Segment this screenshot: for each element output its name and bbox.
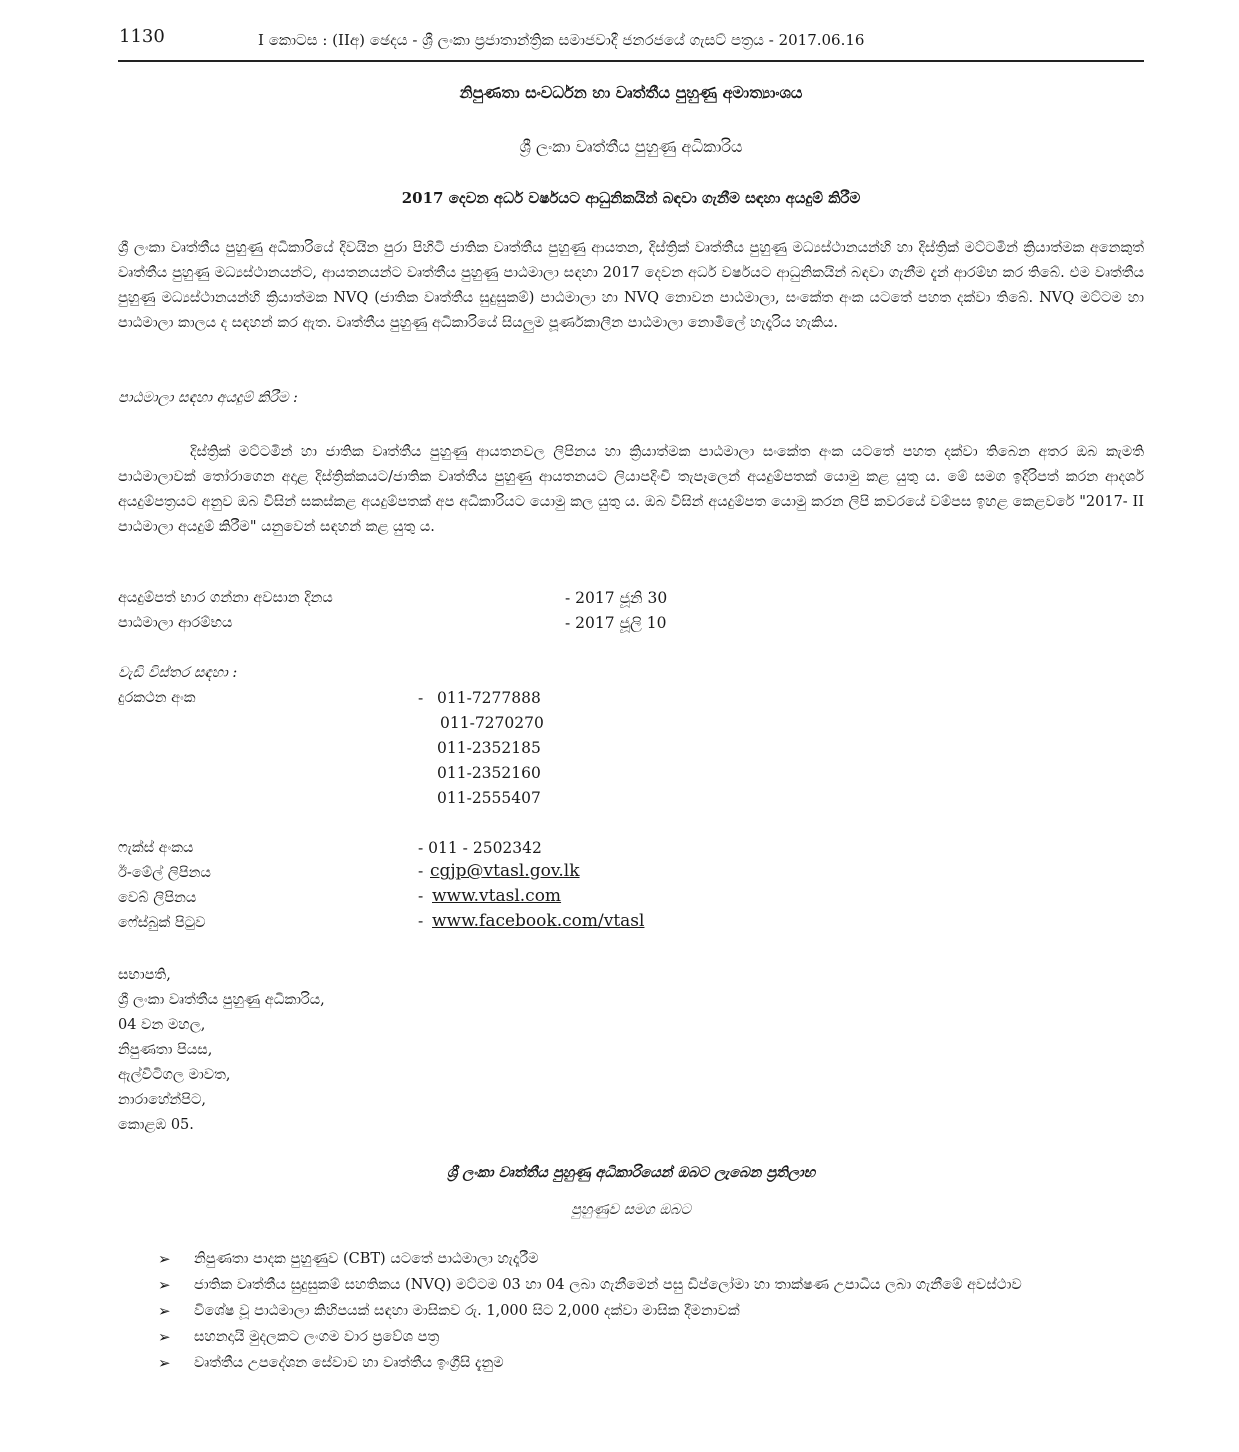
phone-number: 011-7270270	[440, 714, 544, 732]
page-number: 1130	[119, 26, 165, 47]
list-item	[158, 1248, 1144, 1271]
address-line: ශ්‍රී ලංකා වෘත්තීය පුහුණු අධිකාරිය,	[118, 992, 325, 1008]
facebook-label: ෆේස්බුක් පිටුව	[118, 915, 206, 931]
phone-number: 011-7277888	[437, 689, 541, 707]
benefit-text: නිපුණතා පාදක පුහුණුව (CBT) යටතේ පාඨමාලා හැදෑරීම	[194, 1251, 539, 1267]
address-line: නිපුණතා පියස,	[118, 1042, 213, 1058]
course-start-value: - 2017 ජූලි 10	[565, 614, 667, 632]
benefit-text: විශේෂ වූ පාඨමාලා කිහිපයක් සඳහා මාසිකව රු. 1,000 සිට 2,000 දක්වා මාසික දීමනාවක්	[194, 1303, 740, 1319]
arrow-bullet-icon: ➢	[158, 1302, 171, 1320]
email-link[interactable]: cgjp@vtasl.gov.lk	[430, 861, 580, 881]
arrow-bullet-icon: ➢	[158, 1328, 171, 1346]
header-divider	[118, 60, 1144, 62]
phone-number: 011-2352160	[437, 764, 541, 782]
phone-number: 011-2352185	[437, 739, 541, 757]
benefit-text: සහනදායි මුදලකට ලංගම වාර ප්‍රවේශ පත්‍ර	[194, 1329, 440, 1345]
benefits-subtitle: පුහුණුව සමග ඔබට	[571, 1202, 691, 1218]
benefit-text: වෘත්තීය උපදේශන සේවාව හා වෘත්තීය ඉංග්‍රීසි දැනුම	[194, 1355, 504, 1371]
address-line: 04 වන මහල,	[118, 1017, 206, 1033]
facebook-link[interactable]: www.facebook.com/vtasl	[432, 911, 645, 931]
web-label: වෙබ් ලිපිනය	[118, 890, 197, 906]
benefits-list	[158, 1248, 1144, 1378]
list-item	[158, 1326, 1144, 1349]
phone-number: 011-2555407	[437, 789, 541, 807]
closing-date-label: අයදුම්පත් භාර ගන්නා අවසාන දිනය	[118, 590, 333, 606]
email-label: ඊ-මේල් ලිපිනය	[118, 865, 211, 881]
arrow-bullet-icon: ➢	[158, 1250, 171, 1268]
web-dash: -	[418, 887, 424, 905]
address-line: නාරාහේන්පිට,	[118, 1092, 206, 1108]
course-start-label: පාඨමාලා ආරම්භය	[118, 615, 233, 631]
fax-label: ෆැක්ස් අංකය	[118, 840, 194, 856]
benefits-title: ශ්‍රී ලංකා වෘත්තීය පුහුණු අධිකාරියෙන් ඔබට ලැබෙන ප්‍රතිලාභ	[446, 1164, 816, 1181]
list-item	[158, 1274, 1144, 1297]
address-line: ඇල්විටිගල මාවත,	[118, 1067, 231, 1083]
postal-address	[118, 963, 325, 1138]
phone-dash: -	[418, 689, 424, 707]
gazette-header-title: I කොටස : (IIඅ) ඡෙදය - ශ්‍රී ලංකා ප්‍රජාතාන්ත්‍රික සමාජවාදී ජනරජයේ ගැසට් පත්‍රය - 2017.06.16	[258, 31, 865, 49]
fax-value: - 011 - 2502342	[418, 839, 542, 857]
phone-label: දුරකථන අංක	[118, 690, 196, 706]
authority-title: ශ්‍රී ලංකා වෘත්තීය පුහුණු අධිකාරිය	[519, 137, 743, 156]
facebook-dash: -	[418, 912, 424, 930]
intro-paragraph: ශ්‍රී ලංකා වෘත්තීය පුහුණු අධිකාරියේ දිවයින පුරා පිහිටි ජාතික වෘත්තීය පුහුණු ආයතන, දිස්ත්‍රික් වෘත්තීය පුහුණු මධ්‍යස්ථානයන්හි හා දිස්ත්‍රික් මට්ටමින් ක්‍රියාත්මක අනෙකුත් වෘත්තීය පුහුණු මධ්‍යස්ථානයන්ට, ආයතනයන්ට වෘත්තීය පුහුණු පාඨමාලා සඳහා 2017 දෙවන අර්ධ වර්ෂයට ආධුනිකයින් බඳවා ගැනීම දැන් ආරම්භ කර තිබේ. එම වෘත්තීය පුහුණු මධ්‍යස්ථානයන්හි ක්‍රියාත්මක NVQ (ජාතික වෘත්තීය සුදුසුකම්) පාඨමාලා හා NVQ නොවන පාඨමාලා, සංකේත අංක යටතේ පහත දක්වා තිබේ. NVQ මට්ටම හා පාඨමාලා කාලය ද සඳහන් කර ඇත. වෘත්තීය පුහුණු අධිකාරියේ සියලුම පූර්ණකාලීන පාඨමාලා නොමිලේ හැදෑරිය හැකිය.	[118, 240, 1144, 331]
arrow-bullet-icon: ➢	[158, 1354, 171, 1372]
list-item	[158, 1300, 1144, 1323]
address-line: සභාපති,	[118, 967, 171, 983]
notice-title: 2017 දෙවන අර්ධ වර්ෂයට ආධුනිකයින් බඳවා ගැනීම සඳහා අයදුම් කිරීම	[401, 189, 861, 207]
ministry-title: නිපුණතා සංවර්ධන හා වෘත්තීය පුහුණු අමාත්‍යාංශය	[459, 83, 803, 102]
address-line: කොළඹ 05.	[118, 1117, 194, 1133]
arrow-bullet-icon: ➢	[158, 1276, 171, 1294]
closing-date-value: - 2017 ජූනි 30	[565, 589, 668, 607]
apply-paragraph: දිස්ත්‍රික් මට්ටමින් හා ජාතික වෘත්තීය පුහුණු ආයතනවල ලිපිනය හා ක්‍රියාත්මක පාඨමාලා සංකේත අංක යටතේ පහත දක්වා තිබෙන අතර ඔබ කැමති පාඨමාලාවක් තෝරාගෙන අදාළ දිස්ත්‍රික්කයට/ජාතික වෘත්තීය පුහුණු ආයතනයට ලියාපදිංචි තැපෑලෙන් අයදුම්පතක් යොමු කළ යුතු ය. මේ සමග ඉදිරිපත් කරන ආදර්ශ අයදුම්පත්‍රයට අනුව ඔබ විසින් සකස්කළ අයදුම්පතක් අප අධිකාරියට යොමු කල යුතු ය. ඔබ විසින් අයදුම්පත යොමු කරන ලිපි කවරයේ වම්පස ඉහළ කෙළවරේ "2017- II පාඨමාලා අයදුම් කිරීම" යනුවෙන් සඳහන් කළ යුතු ය.	[118, 444, 1144, 535]
contact-heading: වැඩි විස්තර සඳහා :	[118, 665, 238, 681]
benefit-text: ජාතික වෘත්තීය සුදුසුකම් සහතිකය (NVQ) මට්ටම 03 හා 04 ලබා ගැනීමෙන් පසු ඩිප්ලෝමා හා තාක්ෂණ උපාධිය ලබා ගැනීමේ අවස්ථාව	[194, 1277, 1022, 1293]
list-item	[158, 1352, 1144, 1375]
apply-heading: පාඨමාලා සඳහා අයදුම් කිරීම :	[118, 390, 298, 406]
email-dash: -	[418, 862, 424, 880]
website-link[interactable]: www.vtasl.com	[432, 886, 562, 906]
